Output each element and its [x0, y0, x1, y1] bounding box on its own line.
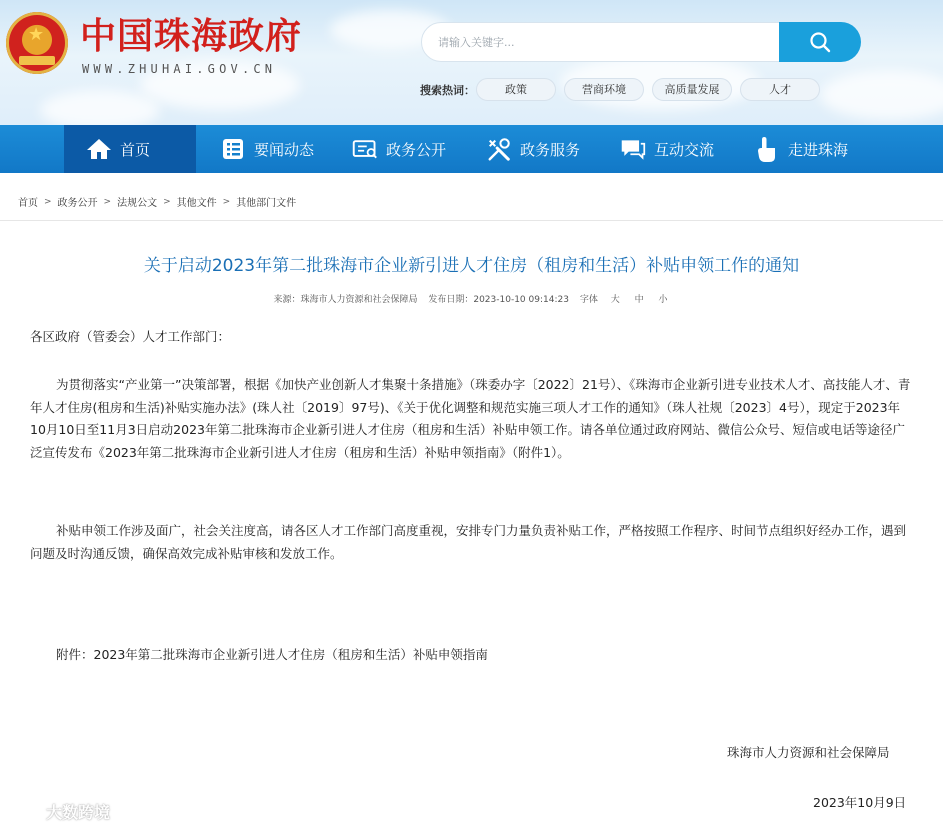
- site-logo-title[interactable]: 中国珠海政府: [80, 15, 303, 57]
- article-signer: 珠海市人力资源和社会保障局: [727, 745, 890, 760]
- main-nav: [0, 125, 943, 173]
- article-meta: [0, 292, 943, 305]
- article-attachment-link[interactable]: 附件：2023年第二批珠海市企业新引进人才住房（租房和生活）补贴申领指南: [56, 647, 488, 662]
- article-date: 2023年10月9日: [813, 795, 907, 810]
- nav-item-news[interactable]: [220, 125, 340, 173]
- nav-item-label: 互动交流: [654, 140, 715, 159]
- chevron-right-icon: >: [163, 196, 171, 207]
- news-list-icon: [220, 136, 246, 162]
- nav-item-label: 走进珠海: [788, 140, 849, 159]
- search-box: [421, 22, 781, 62]
- article-publish-date: 发布日期：2023-10-10 09:14:23: [428, 295, 569, 305]
- breadcrumb-public-affairs[interactable]: 政务公开: [57, 198, 98, 209]
- article-paragraph: 补贴申领工作涉及面广，社会关注度高，请各区人才工作部门高度重视，安排专门力量负责补贴工作，严格按照工作程序、时间节点组织好经办工作，遇到问题及时沟通反馈，确保高效完成补贴审核和发放工作。: [30, 523, 907, 561]
- nav-item-about-zhuhai[interactable]: [754, 125, 874, 173]
- nav-item-label: 政务公开: [386, 140, 447, 159]
- public-affairs-icon: [352, 136, 378, 162]
- search-input[interactable]: [422, 23, 780, 61]
- chevron-right-icon: >: [44, 196, 52, 207]
- chevron-right-icon: >: [222, 196, 231, 207]
- hot-tag-policy[interactable]: 政策: [476, 78, 556, 101]
- nav-item-label: 要闻动态: [254, 140, 315, 159]
- nav-item-label: 政务服务: [520, 140, 581, 159]
- search-icon: [809, 31, 831, 53]
- breadcrumb-home[interactable]: 首页: [18, 198, 38, 209]
- chevron-right-icon: >: [103, 196, 112, 207]
- hot-tag-business-environment[interactable]: 营商环境: [564, 78, 644, 101]
- nav-item-services[interactable]: [486, 125, 606, 173]
- font-size-large-button[interactable]: 大: [610, 295, 620, 305]
- nav-item-label: 首页: [120, 140, 151, 159]
- watermark: [6, 800, 110, 823]
- site-header: [0, 0, 943, 125]
- article-source: 来源：珠海市人力资源和社会保障局: [273, 295, 418, 305]
- pointer-hand-icon: [754, 136, 780, 162]
- hot-tag-talent[interactable]: 人才: [740, 78, 820, 101]
- article-paragraph: 为贯彻落实“产业第一”决策部署，根据《加快产业创新人才集聚十条措施》（珠委办字〔2022〕21号）、《珠海市企业新引进专业技术人才、高技能人才、青年人才住房(租房和生活)补贴实施办法》(珠人社〔2019〕97号)、《关于优化调整和规范实施三项人才工作的通知》（珠人社规〔2023〕4号），现定于2023年10月10日至11月3日启动2023年第二批珠海市企业新引进人才住房（租房和生活）补贴申领工作。请各单位通过政府网站、微信公众号、短信或电话等途径广泛宣传发布《2023年第二批珠海市企业新引进人才住房（租房和生活）补贴申领指南》（附件1）。: [30, 377, 911, 460]
- font-size-label: 字体: [579, 295, 598, 305]
- hot-search-label: 搜索热词：: [420, 84, 475, 97]
- watermark-text: 大数跨境: [46, 803, 111, 822]
- chat-bubble-icon: [620, 136, 646, 162]
- home-icon: [86, 136, 112, 162]
- watermark-logo-icon: [6, 802, 42, 822]
- font-size-small-button[interactable]: 小: [658, 295, 668, 305]
- breadcrumb-other-files[interactable]: 其他文件: [176, 198, 217, 209]
- site-url: WWW.ZHUHAI.GOV.CN: [82, 62, 277, 76]
- cloud-decoration: [820, 70, 943, 120]
- breadcrumb-divider: [0, 220, 943, 221]
- national-emblem-icon: ★: [6, 12, 68, 74]
- service-tools-icon: [486, 136, 512, 162]
- search-button[interactable]: [779, 22, 861, 62]
- cloud-decoration: [40, 90, 160, 125]
- article-salutation: 各区政府（管委会）人才工作部门：: [30, 329, 231, 344]
- breadcrumb-other-department-files[interactable]: 其他部门文件: [236, 198, 297, 209]
- breadcrumb-regulations[interactable]: 法规公文: [117, 198, 158, 209]
- nav-item-public-affairs[interactable]: [352, 125, 472, 173]
- hot-tag-quality-development[interactable]: 高质量发展: [652, 78, 732, 101]
- article-title: 关于启动2023年第二批珠海市企业新引进人才住房（租房和生活）补贴申领工作的通知: [143, 256, 800, 276]
- nav-item-interaction[interactable]: [620, 125, 740, 173]
- font-size-medium-button[interactable]: 中: [634, 295, 644, 305]
- nav-item-home[interactable]: [64, 125, 196, 173]
- breadcrumb: [18, 194, 296, 209]
